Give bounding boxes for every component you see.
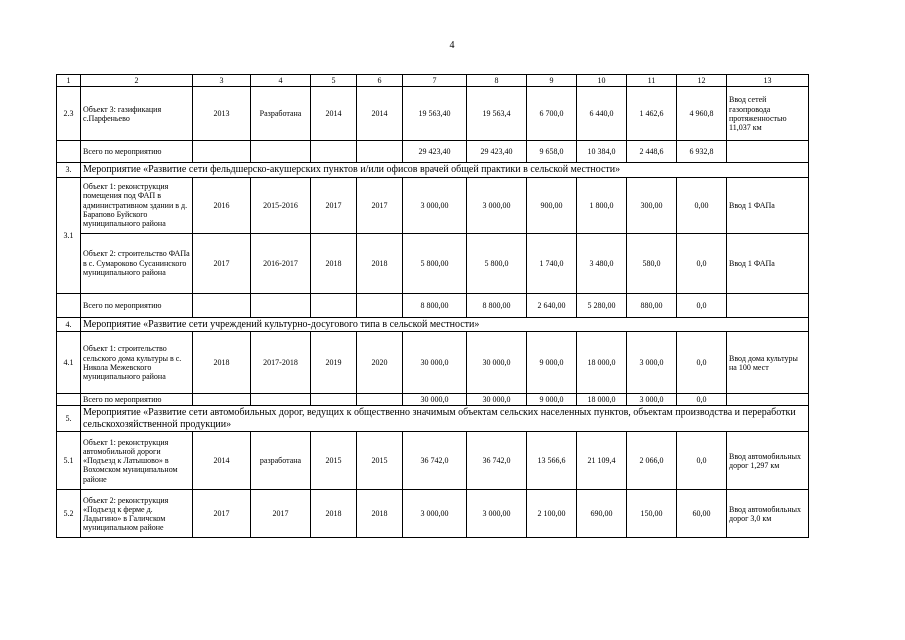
- cost-value: 5 800,00: [403, 233, 467, 293]
- total-funding: 19 563,4: [467, 87, 527, 141]
- header-cell: 7: [403, 75, 467, 87]
- funding-value: 2 066,0: [627, 432, 677, 490]
- total-funding: 36 742,0: [467, 432, 527, 490]
- total-value: 3 000,0: [627, 394, 677, 406]
- object-name: Объект 1: строительство сельского дома культуры в с. Никола Межевского муниципального района: [81, 332, 193, 394]
- end-year: 2018: [357, 233, 403, 293]
- start-year: 2015: [311, 432, 357, 490]
- funding-value: 0,0: [677, 332, 727, 394]
- result-text: Ввод 1 ФАПа: [727, 233, 809, 293]
- end-year: 2018: [357, 490, 403, 538]
- table-row: [57, 177, 809, 233]
- object-name: Объект 2: строительство ФАПа в с. Сумароково Сусанинского муниципального района: [81, 233, 193, 293]
- start-year: 2017: [311, 177, 357, 233]
- funding-value: 1 462,6: [627, 87, 677, 141]
- section-row: [57, 406, 809, 432]
- cost-value: 3 000,00: [403, 177, 467, 233]
- design-year: 2017: [193, 233, 251, 293]
- header-cell: 10: [577, 75, 627, 87]
- header-cell: 8: [467, 75, 527, 87]
- design-year: 2017: [193, 490, 251, 538]
- row-number: 5.2: [57, 490, 81, 538]
- total-funding: 30 000,0: [467, 332, 527, 394]
- funding-value: 9 000,0: [527, 332, 577, 394]
- header-cell: 4: [251, 75, 311, 87]
- design-year: 2014: [193, 432, 251, 490]
- section-number: 4.: [57, 317, 81, 332]
- result-text: Ввод дома культуры на 100 мест: [727, 332, 809, 394]
- funding-value: 6 440,0: [577, 87, 627, 141]
- result-text: Ввод 1 ФАПа: [727, 177, 809, 233]
- design-status: 2016-2017: [251, 233, 311, 293]
- start-year: 2019: [311, 332, 357, 394]
- design-status: 2017: [251, 490, 311, 538]
- section-number: 3.: [57, 163, 81, 178]
- column-number-row: [57, 75, 809, 87]
- funding-value: 60,00: [677, 490, 727, 538]
- header-cell: 5: [311, 75, 357, 87]
- section-title: Мероприятие «Развитие сети фельдшерско-акушерских пунктов и/или офисов врачей общей практики в сельской местности»: [81, 163, 809, 178]
- header-cell: 1: [57, 75, 81, 87]
- funding-value: 6 700,0: [527, 87, 577, 141]
- funding-value: 150,00: [627, 490, 677, 538]
- total-value: 29 423,40: [467, 141, 527, 163]
- funding-value: 21 109,4: [577, 432, 627, 490]
- design-status: разработана: [251, 432, 311, 490]
- row-number: 2.3: [57, 87, 81, 141]
- header-cell: 12: [677, 75, 727, 87]
- table-row: [57, 432, 809, 490]
- start-year: 2014: [311, 87, 357, 141]
- total-value: 18 000,0: [577, 394, 627, 406]
- table-row: [57, 332, 809, 394]
- design-year: 2018: [193, 332, 251, 394]
- total-value: 30 000,0: [403, 394, 467, 406]
- total-row: [57, 141, 809, 163]
- start-year: 2018: [311, 490, 357, 538]
- cost-value: 3 000,00: [403, 490, 467, 538]
- table-row: [57, 490, 809, 538]
- total-label: Всего по мероприятию: [81, 141, 193, 163]
- result-text: Ввод автомобильных дорог 3,0 км: [727, 490, 809, 538]
- design-year: 2013: [193, 87, 251, 141]
- funding-value: 13 566,6: [527, 432, 577, 490]
- design-status: Разработана: [251, 87, 311, 141]
- funding-value: 18 000,0: [577, 332, 627, 394]
- funding-value: 3 000,0: [627, 332, 677, 394]
- cost-value: 19 563,40: [403, 87, 467, 141]
- header-cell: 6: [357, 75, 403, 87]
- section-row: [57, 317, 809, 332]
- object-name: Объект 2: реконструкция «Подъезд к ферме д. Ладыгино» в Галичском муниципальном районе: [81, 490, 193, 538]
- funding-value: 4 960,8: [677, 87, 727, 141]
- object-name: Объект 1: реконструкция помещения под ФАП в административном здании в д. Барапово Буйского муниципального района: [81, 177, 193, 233]
- header-cell: 3: [193, 75, 251, 87]
- total-funding: 3 000,00: [467, 490, 527, 538]
- section-number: 5.: [57, 406, 81, 432]
- row-number: 4.1: [57, 332, 81, 394]
- header-cell: 9: [527, 75, 577, 87]
- page-number: 4: [449, 40, 455, 51]
- funding-value: 690,00: [577, 490, 627, 538]
- table-row: [57, 87, 809, 141]
- end-year: 2015: [357, 432, 403, 490]
- table-row: [57, 233, 809, 293]
- funding-value: 900,00: [527, 177, 577, 233]
- object-name: Объект 3: газификация с.Парфеньево: [81, 87, 193, 141]
- total-value: 880,00: [627, 293, 677, 317]
- total-value: 2 640,00: [527, 293, 577, 317]
- total-row: [57, 394, 809, 406]
- total-label: Всего по мероприятию: [81, 293, 193, 317]
- funding-value: 300,00: [627, 177, 677, 233]
- program-table: [56, 74, 809, 538]
- funding-value: 3 480,0: [577, 233, 627, 293]
- header-cell: 2: [81, 75, 193, 87]
- total-value: 9 000,0: [527, 394, 577, 406]
- cost-value: 30 000,0: [403, 332, 467, 394]
- end-year: 2020: [357, 332, 403, 394]
- header-cell: 11: [627, 75, 677, 87]
- total-value: 9 658,0: [527, 141, 577, 163]
- total-value: 0,0: [677, 394, 727, 406]
- total-value: 2 448,6: [627, 141, 677, 163]
- section-title: Мероприятие «Развитие сети автомобильных дорог, ведущих к общественно значимым объектам сельских населенных пунктов, объектам производства и переработки сельскохозяйственной продукции»: [81, 406, 809, 432]
- result-text: Ввод автомобильных дорог 1,297 км: [727, 432, 809, 490]
- design-year: 2016: [193, 177, 251, 233]
- total-value: 0,0: [677, 293, 727, 317]
- total-value: 29 423,40: [403, 141, 467, 163]
- funding-value: 0,0: [677, 432, 727, 490]
- row-number: 3.1: [57, 177, 81, 293]
- funding-value: 0,00: [677, 177, 727, 233]
- funding-value: 1 740,0: [527, 233, 577, 293]
- object-name: Объект 1: реконструкция автомобильной дороги «Подъезд к Латышово» в Вохомском муниципальном районе: [81, 432, 193, 490]
- total-value: 8 800,00: [403, 293, 467, 317]
- total-value: 8 800,00: [467, 293, 527, 317]
- end-year: 2017: [357, 177, 403, 233]
- header-cell: 13: [727, 75, 809, 87]
- funding-value: 1 800,0: [577, 177, 627, 233]
- total-funding: 3 000,00: [467, 177, 527, 233]
- section-row: [57, 163, 809, 178]
- end-year: 2014: [357, 87, 403, 141]
- funding-value: 2 100,00: [527, 490, 577, 538]
- design-status: 2015-2016: [251, 177, 311, 233]
- row-number: 5.1: [57, 432, 81, 490]
- total-value: 10 384,0: [577, 141, 627, 163]
- total-value: 5 280,00: [577, 293, 627, 317]
- funding-value: 0,0: [677, 233, 727, 293]
- total-value: 30 000,0: [467, 394, 527, 406]
- funding-value: 580,0: [627, 233, 677, 293]
- total-value: 6 932,8: [677, 141, 727, 163]
- total-row: [57, 293, 809, 317]
- start-year: 2018: [311, 233, 357, 293]
- design-status: 2017-2018: [251, 332, 311, 394]
- section-title: Мероприятие «Развитие сети учреждений культурно-досугового типа в сельской местности»: [81, 317, 809, 332]
- cost-value: 36 742,0: [403, 432, 467, 490]
- total-label: Всего по мероприятию: [81, 394, 193, 406]
- total-funding: 5 800,0: [467, 233, 527, 293]
- result-text: Ввод сетей газопровода протяженностью 11,037 км: [727, 87, 809, 141]
